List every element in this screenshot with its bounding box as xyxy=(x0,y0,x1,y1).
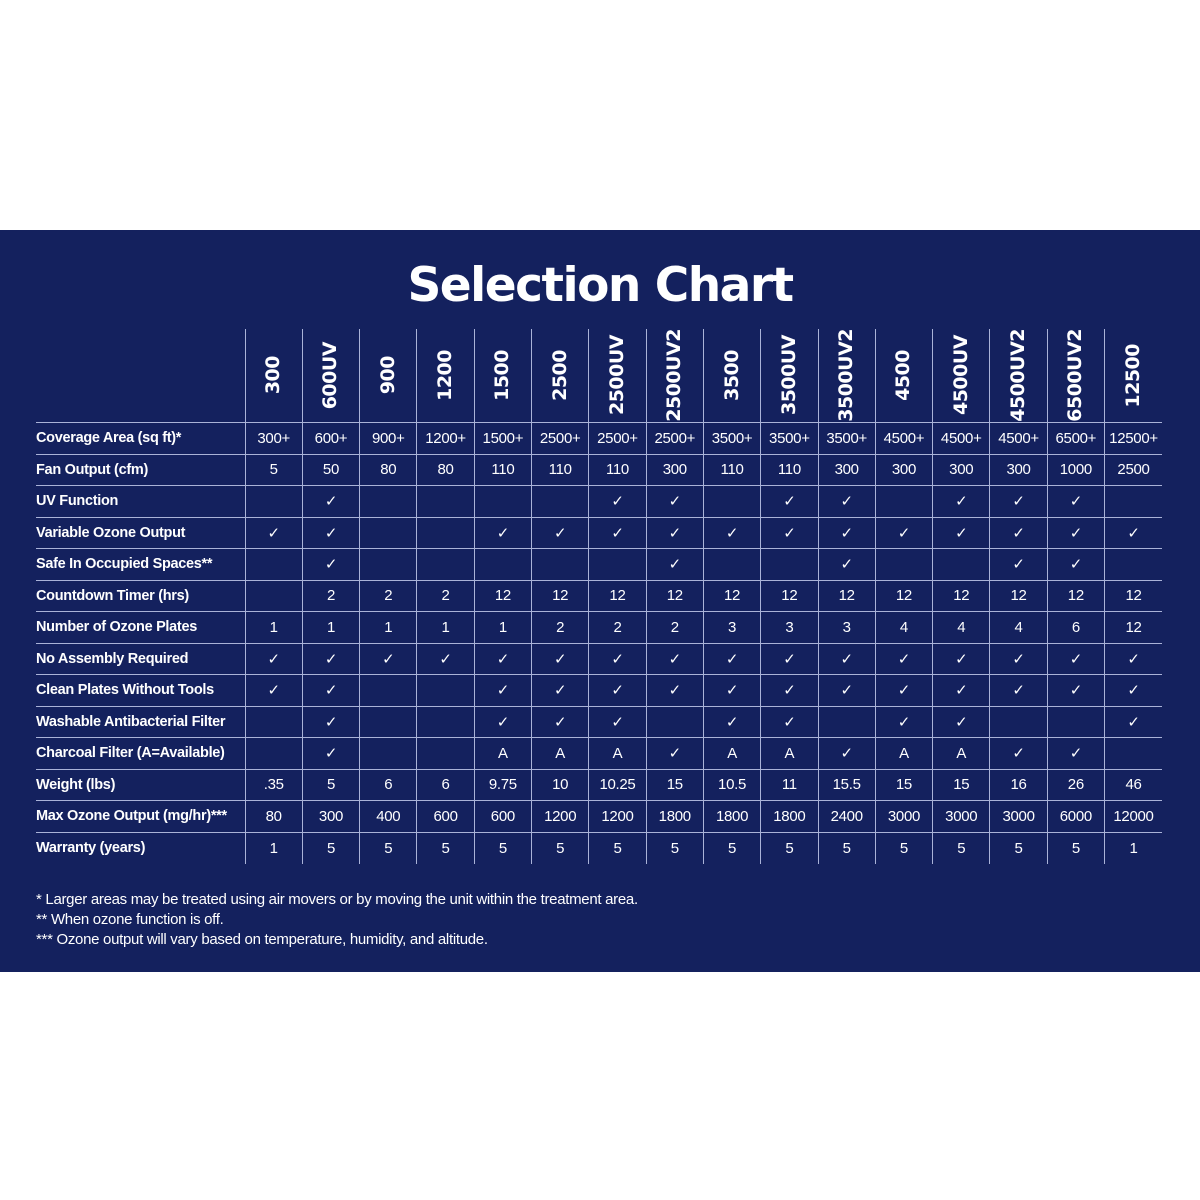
checkmark-icon: ✓ xyxy=(1104,517,1162,549)
checkmark-icon: ✓ xyxy=(875,643,932,675)
table-cell xyxy=(761,549,818,581)
table-row xyxy=(36,832,1162,864)
table-cell: 1 xyxy=(1104,832,1162,864)
checkmark-icon: ✓ xyxy=(1047,549,1104,581)
table-row xyxy=(36,423,1162,455)
checkmark-icon: ✓ xyxy=(818,517,875,549)
checkmark-icon: ✓ xyxy=(933,517,990,549)
table-cell: 12500+ xyxy=(1104,423,1162,455)
checkmark-icon: ✓ xyxy=(875,706,932,738)
table-cell: 5 xyxy=(875,832,932,864)
row-label: UV Function xyxy=(36,486,245,518)
row-label: Max Ozone Output (mg/hr)*** xyxy=(36,801,245,833)
table-cell: 1500+ xyxy=(474,423,531,455)
checkmark-icon: ✓ xyxy=(302,738,359,770)
table-cell: 300 xyxy=(818,454,875,486)
checkmark-icon: ✓ xyxy=(761,486,818,518)
table-row xyxy=(36,738,1162,770)
model-name: 600UV xyxy=(319,341,342,410)
checkmark-icon: ✓ xyxy=(646,643,703,675)
footnote: ** When ozone function is off. xyxy=(36,911,224,928)
table-cell: 1 xyxy=(245,832,302,864)
model-column-header xyxy=(245,329,302,423)
table-cell xyxy=(360,706,417,738)
checkmark-icon: ✓ xyxy=(761,517,818,549)
model-name: 6500UV2 xyxy=(1064,329,1087,422)
table-cell xyxy=(417,675,474,707)
table-cell xyxy=(532,549,589,581)
table-cell: 3000 xyxy=(875,801,932,833)
checkmark-icon: ✓ xyxy=(990,517,1047,549)
checkmark-icon: ✓ xyxy=(302,675,359,707)
table-cell: 4 xyxy=(990,612,1047,644)
checkmark-icon: ✓ xyxy=(933,675,990,707)
table-cell: 110 xyxy=(589,454,646,486)
model-column-header xyxy=(990,329,1047,423)
checkmark-icon: ✓ xyxy=(703,643,760,675)
table-cell: 1800 xyxy=(646,801,703,833)
table-cell: 1 xyxy=(417,612,474,644)
table-cell: 1800 xyxy=(703,801,760,833)
table-cell xyxy=(245,486,302,518)
table-cell: 1 xyxy=(302,612,359,644)
row-label: Weight (lbs) xyxy=(36,769,245,801)
model-column-header xyxy=(1047,329,1104,423)
checkmark-icon: ✓ xyxy=(990,675,1047,707)
row-label: Coverage Area (sq ft)* xyxy=(36,423,245,455)
table-cell xyxy=(245,549,302,581)
checkmark-icon: ✓ xyxy=(818,643,875,675)
table-cell: 12 xyxy=(646,580,703,612)
table-row xyxy=(36,549,1162,581)
table-cell: 4500+ xyxy=(933,423,990,455)
checkmark-icon: ✓ xyxy=(646,675,703,707)
checkmark-icon: ✓ xyxy=(1047,486,1104,518)
checkmark-icon: ✓ xyxy=(761,643,818,675)
table-cell xyxy=(245,706,302,738)
table-cell: 12 xyxy=(532,580,589,612)
table-cell: 3000 xyxy=(990,801,1047,833)
table-row xyxy=(36,801,1162,833)
checkmark-icon: ✓ xyxy=(302,643,359,675)
checkmark-icon: ✓ xyxy=(933,643,990,675)
checkmark-icon: ✓ xyxy=(1047,675,1104,707)
table-cell xyxy=(417,738,474,770)
table-cell: 15 xyxy=(646,769,703,801)
table-row xyxy=(36,769,1162,801)
model-column-header xyxy=(417,329,474,423)
table-cell: 16 xyxy=(990,769,1047,801)
table-cell xyxy=(875,549,932,581)
model-name: 2500UV2 xyxy=(663,329,686,422)
checkmark-icon: ✓ xyxy=(933,486,990,518)
table-cell: 12 xyxy=(474,580,531,612)
model-column-header xyxy=(875,329,932,423)
model-name: 1200 xyxy=(434,350,457,401)
table-cell: 2 xyxy=(302,580,359,612)
table-cell: 15.5 xyxy=(818,769,875,801)
checkmark-icon: ✓ xyxy=(589,675,646,707)
checkmark-icon: ✓ xyxy=(589,486,646,518)
model-column-header xyxy=(1104,329,1162,423)
table-cell: 5 xyxy=(532,832,589,864)
table-cell: 12 xyxy=(1104,580,1162,612)
checkmark-icon: ✓ xyxy=(532,517,589,549)
table-cell: 600 xyxy=(417,801,474,833)
table-cell xyxy=(1104,738,1162,770)
table-cell: 15 xyxy=(875,769,932,801)
checkmark-icon: ✓ xyxy=(990,549,1047,581)
table-cell: 4 xyxy=(875,612,932,644)
table-cell: 5 xyxy=(818,832,875,864)
checkmark-icon: ✓ xyxy=(875,517,932,549)
table-cell: 4 xyxy=(933,612,990,644)
checkmark-icon: ✓ xyxy=(703,517,760,549)
table-cell: 2400 xyxy=(818,801,875,833)
checkmark-icon: ✓ xyxy=(474,643,531,675)
table-cell: 900+ xyxy=(360,423,417,455)
model-column-header xyxy=(818,329,875,423)
table-cell: 4500+ xyxy=(875,423,932,455)
table-cell: 1200 xyxy=(532,801,589,833)
checkmark-icon: ✓ xyxy=(990,486,1047,518)
row-label: No Assembly Required xyxy=(36,643,245,675)
table-cell: 6 xyxy=(1047,612,1104,644)
selection-chart-panel xyxy=(0,230,1200,972)
checkmark-icon: ✓ xyxy=(245,517,302,549)
checkmark-icon: ✓ xyxy=(646,549,703,581)
table-row xyxy=(36,580,1162,612)
checkmark-icon: ✓ xyxy=(818,738,875,770)
header-corner xyxy=(36,329,245,423)
checkmark-icon: ✓ xyxy=(532,643,589,675)
table-cell xyxy=(1104,549,1162,581)
table-cell: 80 xyxy=(417,454,474,486)
table-cell: 3 xyxy=(761,612,818,644)
table-cell: 5 xyxy=(646,832,703,864)
table-cell: 110 xyxy=(703,454,760,486)
table-cell xyxy=(1104,486,1162,518)
table-row xyxy=(36,612,1162,644)
table-cell: 5 xyxy=(1047,832,1104,864)
table-cell: 5 xyxy=(761,832,818,864)
row-label: Variable Ozone Output xyxy=(36,517,245,549)
model-name: 3500 xyxy=(720,350,743,401)
table-cell: A xyxy=(589,738,646,770)
table-cell: A xyxy=(933,738,990,770)
checkmark-icon: ✓ xyxy=(532,675,589,707)
checkmark-icon: ✓ xyxy=(1047,738,1104,770)
model-column-header xyxy=(703,329,760,423)
table-cell xyxy=(990,706,1047,738)
model-column-header xyxy=(589,329,646,423)
checkmark-icon: ✓ xyxy=(646,738,703,770)
model-column-header xyxy=(360,329,417,423)
table-cell xyxy=(417,517,474,549)
checkmark-icon: ✓ xyxy=(761,675,818,707)
checkmark-icon: ✓ xyxy=(703,706,760,738)
table-cell: A xyxy=(875,738,932,770)
table-cell: 5 xyxy=(245,454,302,486)
table-cell: 10 xyxy=(532,769,589,801)
table-cell: 6 xyxy=(360,769,417,801)
checkmark-icon: ✓ xyxy=(302,517,359,549)
table-cell xyxy=(245,738,302,770)
table-cell: 12 xyxy=(875,580,932,612)
checkmark-icon: ✓ xyxy=(474,675,531,707)
checkmark-icon: ✓ xyxy=(589,643,646,675)
table-cell xyxy=(417,549,474,581)
table-cell: 300 xyxy=(646,454,703,486)
table-row xyxy=(36,643,1162,675)
table-cell: 600 xyxy=(474,801,531,833)
table-cell: 1 xyxy=(360,612,417,644)
table-cell: A xyxy=(532,738,589,770)
table-cell: .35 xyxy=(245,769,302,801)
table-cell: 12 xyxy=(761,580,818,612)
table-cell: 5 xyxy=(589,832,646,864)
table-cell xyxy=(474,549,531,581)
checkmark-icon: ✓ xyxy=(646,486,703,518)
table-cell xyxy=(818,706,875,738)
table-cell xyxy=(933,549,990,581)
checkmark-icon: ✓ xyxy=(589,517,646,549)
table-cell: 5 xyxy=(302,769,359,801)
model-name: 3500UV xyxy=(777,335,800,416)
table-cell: 300 xyxy=(990,454,1047,486)
table-cell xyxy=(1047,706,1104,738)
checkmark-icon: ✓ xyxy=(360,643,417,675)
table-cell: 2500 xyxy=(1104,454,1162,486)
table-cell xyxy=(245,580,302,612)
checkmark-icon: ✓ xyxy=(1104,675,1162,707)
checkmark-icon: ✓ xyxy=(245,675,302,707)
model-name: 2500 xyxy=(548,350,571,401)
table-row xyxy=(36,454,1162,486)
table-cell xyxy=(360,738,417,770)
checkmark-icon: ✓ xyxy=(302,706,359,738)
table-cell: 6 xyxy=(417,769,474,801)
table-cell: 12 xyxy=(1047,580,1104,612)
table-cell: 11 xyxy=(761,769,818,801)
table-cell: 80 xyxy=(360,454,417,486)
checkmark-icon: ✓ xyxy=(532,706,589,738)
table-cell: 300+ xyxy=(245,423,302,455)
table-row xyxy=(36,486,1162,518)
table-cell: 3 xyxy=(818,612,875,644)
table-cell: 50 xyxy=(302,454,359,486)
checkmark-icon: ✓ xyxy=(589,706,646,738)
table-cell: 5 xyxy=(360,832,417,864)
table-cell: 110 xyxy=(761,454,818,486)
table-cell: A xyxy=(761,738,818,770)
model-name: 4500UV2 xyxy=(1007,329,1030,422)
table-cell: 26 xyxy=(1047,769,1104,801)
table-cell: 3000 xyxy=(933,801,990,833)
checkmark-icon: ✓ xyxy=(818,486,875,518)
table-body xyxy=(36,423,1162,864)
table-cell: 12 xyxy=(818,580,875,612)
table-cell: 9.75 xyxy=(474,769,531,801)
table-cell: 12 xyxy=(990,580,1047,612)
table-cell: 4500+ xyxy=(990,423,1047,455)
checkmark-icon: ✓ xyxy=(875,675,932,707)
table-cell: 12000 xyxy=(1104,801,1162,833)
table-cell: 2500+ xyxy=(589,423,646,455)
table-cell: 2 xyxy=(589,612,646,644)
table-cell: 3500+ xyxy=(818,423,875,455)
row-label: Number of Ozone Plates xyxy=(36,612,245,644)
checkmark-icon: ✓ xyxy=(933,706,990,738)
table-cell: 12 xyxy=(589,580,646,612)
model-name: 1500 xyxy=(491,350,514,401)
table-cell xyxy=(589,549,646,581)
table-cell: 6000 xyxy=(1047,801,1104,833)
row-label: Warranty (years) xyxy=(36,840,146,856)
checkmark-icon: ✓ xyxy=(990,738,1047,770)
table-cell: A xyxy=(703,738,760,770)
table-cell: 300 xyxy=(302,801,359,833)
table-cell: 5 xyxy=(302,832,359,864)
row-label: Fan Output (cfm) xyxy=(36,454,245,486)
model-name: 4500UV xyxy=(949,335,972,416)
table-row xyxy=(36,706,1162,738)
table-cell xyxy=(360,675,417,707)
table-cell: 5 xyxy=(933,832,990,864)
table-cell: 80 xyxy=(245,801,302,833)
checkmark-icon: ✓ xyxy=(1047,517,1104,549)
row-label: Clean Plates Without Tools xyxy=(36,675,245,707)
table-cell: 2 xyxy=(646,612,703,644)
model-column-header xyxy=(302,329,359,423)
table-cell: 3500+ xyxy=(761,423,818,455)
model-name: 300 xyxy=(262,356,285,395)
table-cell: 3500+ xyxy=(703,423,760,455)
checkmark-icon: ✓ xyxy=(1104,643,1162,675)
model-name: 4500 xyxy=(892,350,915,401)
table-cell: 2500+ xyxy=(646,423,703,455)
table-cell: 1 xyxy=(474,612,531,644)
checkmark-icon: ✓ xyxy=(417,643,474,675)
table-cell: 5 xyxy=(474,832,531,864)
table-cell xyxy=(417,706,474,738)
table-cell: 110 xyxy=(532,454,589,486)
table-cell: 10.25 xyxy=(589,769,646,801)
checkmark-icon: ✓ xyxy=(761,706,818,738)
row-label: Washable Antibacterial Filter xyxy=(36,706,245,738)
table-cell: 1200+ xyxy=(417,423,474,455)
table-cell xyxy=(360,549,417,581)
model-column-header xyxy=(532,329,589,423)
table-cell xyxy=(474,486,531,518)
table-cell: 10.5 xyxy=(703,769,760,801)
model-column-header xyxy=(761,329,818,423)
row-label: Charcoal Filter (A=Available) xyxy=(36,738,245,770)
table-cell: 5 xyxy=(990,832,1047,864)
checkmark-icon: ✓ xyxy=(302,549,359,581)
table-cell: 2 xyxy=(360,580,417,612)
selection-table xyxy=(36,329,1162,864)
checkmark-icon: ✓ xyxy=(1104,706,1162,738)
table-cell xyxy=(703,486,760,518)
table-cell xyxy=(360,517,417,549)
table-cell: 12 xyxy=(1104,612,1162,644)
table-cell xyxy=(703,549,760,581)
table-cell: 5 xyxy=(417,832,474,864)
checkmark-icon: ✓ xyxy=(302,486,359,518)
table-cell xyxy=(532,486,589,518)
table-cell xyxy=(417,486,474,518)
checkmark-icon: ✓ xyxy=(703,675,760,707)
table-cell: 5 xyxy=(703,832,760,864)
footnotes xyxy=(36,890,638,950)
checkmark-icon: ✓ xyxy=(818,549,875,581)
table-cell: 600+ xyxy=(302,423,359,455)
model-column-header xyxy=(474,329,531,423)
model-name: 12500 xyxy=(1121,343,1144,408)
table-cell: 2500+ xyxy=(532,423,589,455)
table-cell: 12 xyxy=(703,580,760,612)
table-row xyxy=(36,517,1162,549)
table-cell xyxy=(646,706,703,738)
table-cell: 3 xyxy=(703,612,760,644)
table-cell: 46 xyxy=(1104,769,1162,801)
table-cell: 300 xyxy=(933,454,990,486)
table-cell: 400 xyxy=(360,801,417,833)
checkmark-icon: ✓ xyxy=(818,675,875,707)
row-label: Countdown Timer (hrs) xyxy=(36,580,245,612)
table-cell xyxy=(360,486,417,518)
table-cell: 1 xyxy=(245,612,302,644)
model-header-row xyxy=(36,329,1162,423)
chart-title: Selection Chart xyxy=(407,258,793,313)
table-cell: 2 xyxy=(417,580,474,612)
table-row xyxy=(36,675,1162,707)
model-column-header xyxy=(646,329,703,423)
table-cell: 2 xyxy=(532,612,589,644)
table-cell: 15 xyxy=(933,769,990,801)
checkmark-icon: ✓ xyxy=(646,517,703,549)
table-cell: 6500+ xyxy=(1047,423,1104,455)
table-cell: 1800 xyxy=(761,801,818,833)
checkmark-icon: ✓ xyxy=(1047,643,1104,675)
table-cell: 1200 xyxy=(589,801,646,833)
checkmark-icon: ✓ xyxy=(474,517,531,549)
model-column-header xyxy=(933,329,990,423)
table-cell: 110 xyxy=(474,454,531,486)
checkmark-icon: ✓ xyxy=(990,643,1047,675)
table-cell: A xyxy=(474,738,531,770)
table-cell: 12 xyxy=(933,580,990,612)
row-label: Safe In Occupied Spaces** xyxy=(36,549,245,581)
checkmark-icon: ✓ xyxy=(474,706,531,738)
model-name: 3500UV2 xyxy=(835,329,858,422)
footnote: * Larger areas may be treated using air movers or by moving the unit within the treatment area. xyxy=(36,891,638,908)
model-name: 2500UV xyxy=(605,335,628,416)
table-cell: 300 xyxy=(875,454,932,486)
table-cell xyxy=(875,486,932,518)
checkmark-icon: ✓ xyxy=(245,643,302,675)
footnote: *** Ozone output will vary based on temperature, humidity, and altitude. xyxy=(36,931,488,948)
table-cell: 1000 xyxy=(1047,454,1104,486)
model-name: 900 xyxy=(376,356,399,395)
